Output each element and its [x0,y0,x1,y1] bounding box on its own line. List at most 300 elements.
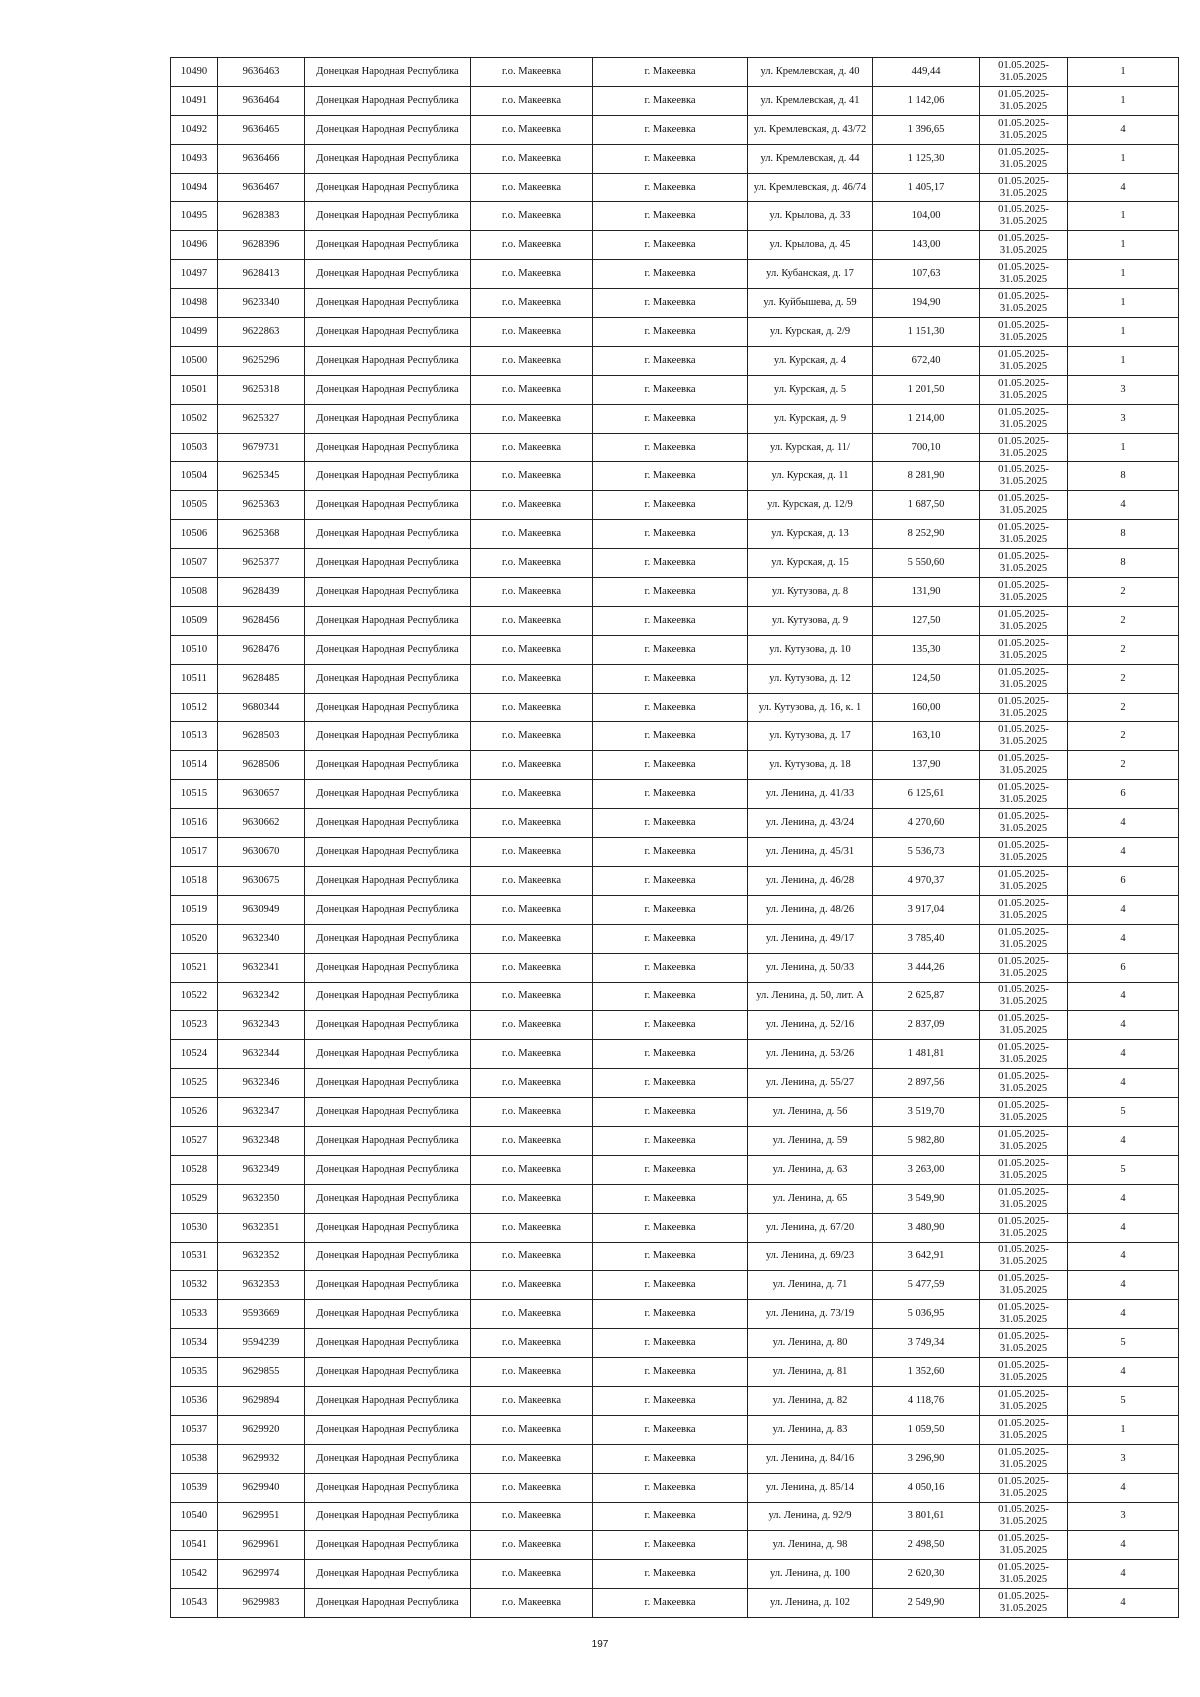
table-row [171,1415,1179,1444]
cell-city: г. Макеевка [593,1011,748,1040]
table-row [171,809,1179,838]
cell-period: 01.05.2025-31.05.2025 [980,549,1068,578]
cell-city: г. Макеевка [593,520,748,549]
cell-region: Донецкая Народная Республика [305,1502,471,1531]
table-row [171,722,1179,751]
cell-region: Донецкая Народная Республика [305,664,471,693]
cell-row-number: 10543 [171,1589,218,1618]
table-row [171,895,1179,924]
cell-region: Донецкая Народная Республика [305,982,471,1011]
cell-address: ул. Ленина, д. 63 [748,1155,873,1184]
cell-count: 3 [1068,1444,1179,1473]
cell-area: 5 036,95 [873,1300,980,1329]
cell-count: 1 [1068,346,1179,375]
cell-city: г. Макеевка [593,1502,748,1531]
cell-region: Донецкая Народная Республика [305,866,471,895]
cell-period: 01.05.2025-31.05.2025 [980,144,1068,173]
cell-region: Донецкая Народная Республика [305,722,471,751]
cell-city: г. Макеевка [593,1098,748,1127]
cell-area: 4 970,37 [873,866,980,895]
cell-count: 1 [1068,1415,1179,1444]
cell-city: г. Макеевка [593,404,748,433]
cell-count: 1 [1068,202,1179,231]
cell-address: ул. Ленина, д. 41/33 [748,780,873,809]
cell-region: Донецкая Народная Республика [305,1560,471,1589]
cell-count: 1 [1068,260,1179,289]
cell-area: 1 396,65 [873,115,980,144]
cell-period: 01.05.2025-31.05.2025 [980,1589,1068,1618]
cell-area: 3 642,91 [873,1242,980,1271]
cell-period: 01.05.2025-31.05.2025 [980,578,1068,607]
cell-count: 4 [1068,1184,1179,1213]
cell-city: г. Макеевка [593,115,748,144]
cell-city: г. Макеевка [593,1415,748,1444]
cell-row-number: 10519 [171,895,218,924]
cell-city: г. Макеевка [593,1271,748,1300]
cell-object-code: 9628476 [218,635,305,664]
cell-area: 1 201,50 [873,375,980,404]
cell-district: г.о. Макеевка [471,144,593,173]
cell-city: г. Макеевка [593,895,748,924]
cell-region: Донецкая Народная Республика [305,1011,471,1040]
cell-address: ул. Ленина, д. 45/31 [748,838,873,867]
cell-district: г.о. Макеевка [471,1271,593,1300]
cell-city: г. Макеевка [593,549,748,578]
cell-region: Донецкая Народная Республика [305,520,471,549]
cell-area: 3 444,26 [873,953,980,982]
cell-region: Донецкая Народная Республика [305,318,471,347]
cell-city: г. Макеевка [593,289,748,318]
cell-city: г. Макеевка [593,1473,748,1502]
cell-object-code: 9629951 [218,1502,305,1531]
cell-area: 1 352,60 [873,1358,980,1387]
cell-count: 2 [1068,693,1179,722]
cell-city: г. Макеевка [593,1531,748,1560]
cell-row-number: 10499 [171,318,218,347]
cell-period: 01.05.2025-31.05.2025 [980,1444,1068,1473]
cell-period: 01.05.2025-31.05.2025 [980,1040,1068,1069]
table-row [171,1386,1179,1415]
cell-region: Донецкая Народная Республика [305,289,471,318]
cell-district: г.о. Макеевка [471,1502,593,1531]
cell-object-code: 9629894 [218,1386,305,1415]
table-row [171,173,1179,202]
cell-count: 5 [1068,1386,1179,1415]
cell-city: г. Макеевка [593,722,748,751]
cell-count: 4 [1068,895,1179,924]
cell-city: г. Макеевка [593,433,748,462]
cell-period: 01.05.2025-31.05.2025 [980,115,1068,144]
cell-period: 01.05.2025-31.05.2025 [980,693,1068,722]
cell-row-number: 10501 [171,375,218,404]
cell-region: Донецкая Народная Республика [305,1473,471,1502]
cell-region: Донецкая Народная Республика [305,231,471,260]
cell-region: Донецкая Народная Республика [305,1040,471,1069]
cell-period: 01.05.2025-31.05.2025 [980,1386,1068,1415]
cell-area: 4 118,76 [873,1386,980,1415]
cell-object-code: 9632342 [218,982,305,1011]
cell-object-code: 9636466 [218,144,305,173]
cell-row-number: 10491 [171,86,218,115]
cell-address: ул. Ленина, д. 85/14 [748,1473,873,1502]
table-row [171,520,1179,549]
cell-address: ул. Кремлевская, д. 44 [748,144,873,173]
cell-area: 1 059,50 [873,1415,980,1444]
cell-period: 01.05.2025-31.05.2025 [980,606,1068,635]
cell-address: ул. Курская, д. 2/9 [748,318,873,347]
registry-table [170,57,1179,1618]
cell-period: 01.05.2025-31.05.2025 [980,375,1068,404]
cell-region: Донецкая Народная Республика [305,780,471,809]
cell-address: ул. Кутузова, д. 16, к. 1 [748,693,873,722]
cell-row-number: 10503 [171,433,218,462]
cell-count: 3 [1068,375,1179,404]
cell-city: г. Макеевка [593,606,748,635]
cell-object-code: 9628396 [218,231,305,260]
cell-count: 1 [1068,318,1179,347]
cell-region: Донецкая Народная Республика [305,202,471,231]
table-row [171,866,1179,895]
cell-object-code: 9628506 [218,751,305,780]
cell-region: Донецкая Народная Республика [305,404,471,433]
cell-city: г. Макеевка [593,809,748,838]
cell-count: 4 [1068,491,1179,520]
cell-address: ул. Кремлевская, д. 41 [748,86,873,115]
cell-count: 5 [1068,1155,1179,1184]
cell-city: г. Макеевка [593,838,748,867]
cell-object-code: 9625318 [218,375,305,404]
cell-region: Донецкая Народная Республика [305,1415,471,1444]
cell-period: 01.05.2025-31.05.2025 [980,1155,1068,1184]
cell-row-number: 10510 [171,635,218,664]
cell-district: г.о. Макеевка [471,693,593,722]
cell-district: г.о. Макеевка [471,1386,593,1415]
cell-region: Донецкая Народная Республика [305,635,471,664]
cell-city: г. Макеевка [593,1155,748,1184]
cell-region: Донецкая Народная Республика [305,953,471,982]
cell-count: 4 [1068,924,1179,953]
cell-city: г. Макеевка [593,578,748,607]
cell-object-code: 9628485 [218,664,305,693]
cell-count: 3 [1068,404,1179,433]
cell-city: г. Макеевка [593,260,748,289]
table-row [171,433,1179,462]
table-row [171,115,1179,144]
table-row [171,375,1179,404]
cell-period: 01.05.2025-31.05.2025 [980,1126,1068,1155]
cell-area: 5 477,59 [873,1271,980,1300]
table-row [171,1444,1179,1473]
table-row [171,751,1179,780]
cell-area: 4 050,16 [873,1473,980,1502]
cell-count: 1 [1068,86,1179,115]
cell-address: ул. Курская, д. 13 [748,520,873,549]
cell-district: г.о. Макеевка [471,346,593,375]
cell-area: 4 270,60 [873,809,980,838]
cell-area: 2 837,09 [873,1011,980,1040]
cell-district: г.о. Макеевка [471,491,593,520]
cell-area: 2 620,30 [873,1560,980,1589]
cell-period: 01.05.2025-31.05.2025 [980,231,1068,260]
cell-address: ул. Курская, д. 15 [748,549,873,578]
cell-count: 1 [1068,144,1179,173]
table-row [171,1040,1179,1069]
cell-count: 4 [1068,982,1179,1011]
table-row [171,578,1179,607]
cell-object-code: 9625363 [218,491,305,520]
cell-count: 4 [1068,1213,1179,1242]
cell-count: 4 [1068,1300,1179,1329]
cell-address: ул. Ленина, д. 73/19 [748,1300,873,1329]
cell-period: 01.05.2025-31.05.2025 [980,462,1068,491]
cell-period: 01.05.2025-31.05.2025 [980,895,1068,924]
cell-period: 01.05.2025-31.05.2025 [980,1358,1068,1387]
cell-row-number: 10531 [171,1242,218,1271]
cell-period: 01.05.2025-31.05.2025 [980,520,1068,549]
cell-address: ул. Ленина, д. 67/20 [748,1213,873,1242]
cell-address: ул. Ленина, д. 49/17 [748,924,873,953]
cell-area: 3 801,61 [873,1502,980,1531]
cell-area: 137,90 [873,751,980,780]
cell-count: 8 [1068,549,1179,578]
cell-object-code: 9593669 [218,1300,305,1329]
cell-region: Донецкая Народная Республика [305,1098,471,1127]
cell-district: г.о. Макеевка [471,664,593,693]
cell-row-number: 10520 [171,924,218,953]
cell-period: 01.05.2025-31.05.2025 [980,173,1068,202]
cell-district: г.о. Макеевка [471,866,593,895]
cell-count: 8 [1068,462,1179,491]
cell-period: 01.05.2025-31.05.2025 [980,1300,1068,1329]
cell-district: г.о. Макеевка [471,1444,593,1473]
cell-city: г. Макеевка [593,1300,748,1329]
cell-city: г. Макеевка [593,231,748,260]
cell-row-number: 10511 [171,664,218,693]
table-row [171,693,1179,722]
cell-row-number: 10540 [171,1502,218,1531]
cell-address: ул. Ленина, д. 48/26 [748,895,873,924]
cell-area: 2 549,90 [873,1589,980,1618]
cell-area: 5 536,73 [873,838,980,867]
cell-row-number: 10536 [171,1386,218,1415]
cell-object-code: 9625377 [218,549,305,578]
cell-district: г.о. Макеевка [471,260,593,289]
cell-period: 01.05.2025-31.05.2025 [980,953,1068,982]
table-row [171,1155,1179,1184]
cell-count: 4 [1068,1126,1179,1155]
table-row [171,1502,1179,1531]
cell-region: Донецкая Народная Республика [305,86,471,115]
cell-city: г. Макеевка [593,1560,748,1589]
cell-count: 4 [1068,1271,1179,1300]
cell-address: ул. Курская, д. 11/ [748,433,873,462]
cell-city: г. Макеевка [593,924,748,953]
cell-address: ул. Ленина, д. 83 [748,1415,873,1444]
cell-object-code: 9629983 [218,1589,305,1618]
table-row [171,202,1179,231]
cell-row-number: 10524 [171,1040,218,1069]
cell-row-number: 10537 [171,1415,218,1444]
cell-district: г.о. Макеевка [471,1531,593,1560]
cell-count: 4 [1068,809,1179,838]
cell-city: г. Макеевка [593,1444,748,1473]
cell-region: Донецкая Народная Республика [305,1386,471,1415]
cell-area: 1 214,00 [873,404,980,433]
cell-region: Донецкая Народная Республика [305,491,471,520]
cell-address: ул. Кутузова, д. 9 [748,606,873,635]
cell-district: г.о. Макеевка [471,115,593,144]
cell-city: г. Макеевка [593,1213,748,1242]
table-row [171,953,1179,982]
cell-city: г. Макеевка [593,1386,748,1415]
cell-count: 2 [1068,722,1179,751]
cell-district: г.о. Макеевка [471,520,593,549]
cell-row-number: 10535 [171,1358,218,1387]
cell-area: 127,50 [873,606,980,635]
cell-row-number: 10498 [171,289,218,318]
cell-row-number: 10512 [171,693,218,722]
cell-period: 01.05.2025-31.05.2025 [980,635,1068,664]
cell-address: ул. Крылова, д. 33 [748,202,873,231]
cell-period: 01.05.2025-31.05.2025 [980,1098,1068,1127]
table-row [171,1069,1179,1098]
cell-district: г.о. Макеевка [471,924,593,953]
cell-count: 4 [1068,1473,1179,1502]
cell-address: ул. Ленина, д. 56 [748,1098,873,1127]
cell-period: 01.05.2025-31.05.2025 [980,202,1068,231]
cell-address: ул. Ленина, д. 65 [748,1184,873,1213]
cell-object-code: 9629932 [218,1444,305,1473]
cell-district: г.о. Макеевка [471,1242,593,1271]
cell-count: 4 [1068,1011,1179,1040]
table-body [171,58,1179,1618]
cell-address: ул. Ленина, д. 50/33 [748,953,873,982]
table-row [171,1589,1179,1618]
cell-area: 2 625,87 [873,982,980,1011]
table-row [171,1098,1179,1127]
cell-row-number: 10515 [171,780,218,809]
cell-area: 1 481,81 [873,1040,980,1069]
cell-address: ул. Ленина, д. 52/16 [748,1011,873,1040]
table-row [171,1184,1179,1213]
cell-district: г.о. Макеевка [471,578,593,607]
cell-area: 8 252,90 [873,520,980,549]
cell-count: 4 [1068,1358,1179,1387]
cell-period: 01.05.2025-31.05.2025 [980,1213,1068,1242]
cell-row-number: 10500 [171,346,218,375]
cell-address: ул. Ленина, д. 43/24 [748,809,873,838]
cell-city: г. Макеевка [593,693,748,722]
cell-region: Донецкая Народная Республика [305,1589,471,1618]
table-row [171,58,1179,87]
cell-district: г.о. Макеевка [471,953,593,982]
cell-address: ул. Ленина, д. 82 [748,1386,873,1415]
cell-object-code: 9632351 [218,1213,305,1242]
table-row [171,1531,1179,1560]
cell-region: Донецкая Народная Республика [305,375,471,404]
cell-city: г. Макеевка [593,1358,748,1387]
cell-object-code: 9632341 [218,953,305,982]
cell-region: Донецкая Народная Республика [305,1184,471,1213]
cell-region: Донецкая Народная Республика [305,260,471,289]
cell-district: г.о. Макеевка [471,1329,593,1358]
cell-period: 01.05.2025-31.05.2025 [980,86,1068,115]
cell-row-number: 10505 [171,491,218,520]
cell-object-code: 9632340 [218,924,305,953]
cell-district: г.о. Макеевка [471,289,593,318]
cell-object-code: 9636467 [218,173,305,202]
cell-count: 6 [1068,780,1179,809]
cell-address: ул. Куйбышева, д. 59 [748,289,873,318]
cell-area: 194,90 [873,289,980,318]
cell-area: 1 687,50 [873,491,980,520]
cell-address: ул. Кубанская, д. 17 [748,260,873,289]
cell-district: г.о. Макеевка [471,1098,593,1127]
cell-object-code: 9623340 [218,289,305,318]
cell-area: 1 405,17 [873,173,980,202]
cell-address: ул. Ленина, д. 81 [748,1358,873,1387]
table-row [171,549,1179,578]
table-row [171,635,1179,664]
cell-city: г. Макеевка [593,1126,748,1155]
table-row [171,289,1179,318]
cell-city: г. Макеевка [593,462,748,491]
cell-count: 2 [1068,751,1179,780]
cell-count: 2 [1068,578,1179,607]
cell-period: 01.05.2025-31.05.2025 [980,346,1068,375]
cell-count: 1 [1068,231,1179,260]
cell-period: 01.05.2025-31.05.2025 [980,780,1068,809]
cell-city: г. Макеевка [593,1040,748,1069]
cell-area: 1 151,30 [873,318,980,347]
cell-region: Донецкая Народная Республика [305,1126,471,1155]
cell-count: 5 [1068,1098,1179,1127]
cell-object-code: 9628413 [218,260,305,289]
cell-address: ул. Кремлевская, д. 46/74 [748,173,873,202]
cell-city: г. Макеевка [593,491,748,520]
cell-city: г. Макеевка [593,1329,748,1358]
cell-count: 6 [1068,953,1179,982]
cell-object-code: 9629961 [218,1531,305,1560]
cell-address: ул. Кутузова, д. 8 [748,578,873,607]
cell-address: ул. Кремлевская, д. 40 [748,58,873,87]
cell-district: г.о. Макеевка [471,1589,593,1618]
cell-period: 01.05.2025-31.05.2025 [980,1242,1068,1271]
cell-district: г.о. Макеевка [471,549,593,578]
table-row [171,144,1179,173]
cell-object-code: 9630949 [218,895,305,924]
cell-count: 1 [1068,289,1179,318]
cell-address: ул. Ленина, д. 53/26 [748,1040,873,1069]
cell-region: Донецкая Народная Республика [305,115,471,144]
cell-object-code: 9632344 [218,1040,305,1069]
cell-object-code: 9629940 [218,1473,305,1502]
cell-row-number: 10509 [171,606,218,635]
table-row [171,664,1179,693]
cell-region: Донецкая Народная Республика [305,1329,471,1358]
cell-district: г.о. Макеевка [471,1300,593,1329]
cell-address: ул. Кутузова, д. 18 [748,751,873,780]
cell-object-code: 9628439 [218,578,305,607]
cell-area: 3 296,90 [873,1444,980,1473]
cell-region: Донецкая Народная Республика [305,549,471,578]
cell-city: г. Макеевка [593,866,748,895]
cell-object-code: 9636463 [218,58,305,87]
cell-district: г.о. Макеевка [471,86,593,115]
cell-district: г.о. Макеевка [471,462,593,491]
cell-district: г.о. Макеевка [471,722,593,751]
cell-object-code: 9628383 [218,202,305,231]
